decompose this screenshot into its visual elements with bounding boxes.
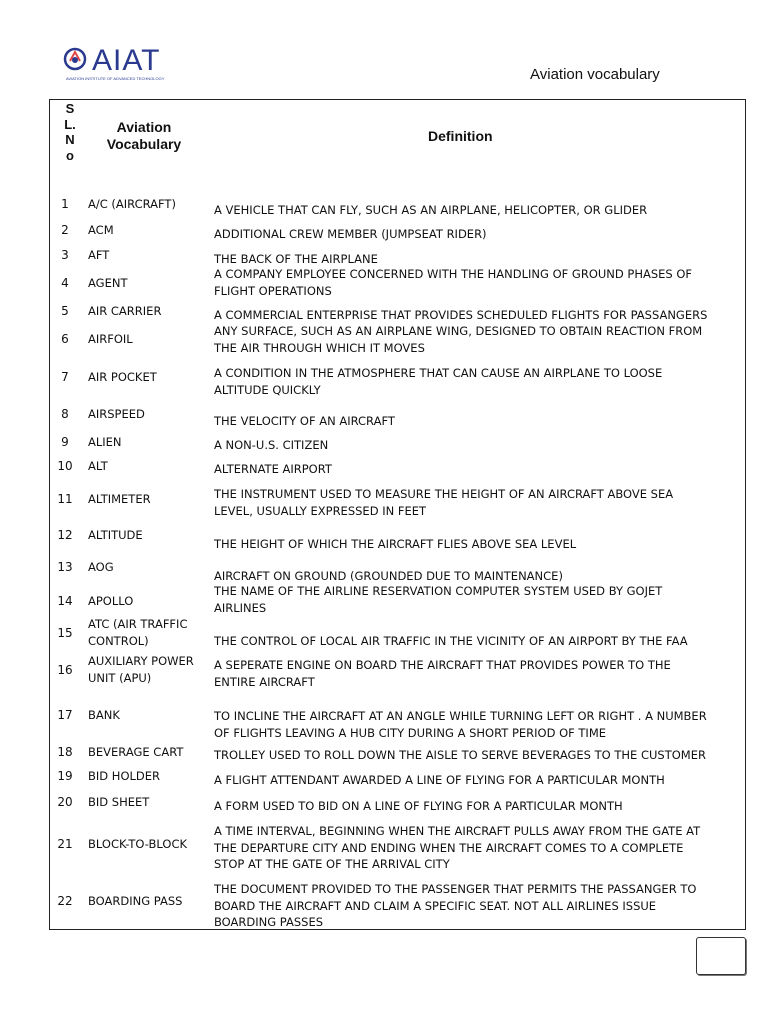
row-definition: A SEPERATE ENGINE ON BOARD THE AIRCRAFT THAT PROVIDES POWER TO THE ENTIRE AIRCRAFT [214, 658, 671, 689]
row-definition: A COMMERCIAL ENTERPRISE THAT PROVIDES SCHEDULED FLIGHTS FOR PASSANGERS [214, 308, 708, 322]
row-definition: ADDITIONAL CREW MEMBER (JUMPSEAT RIDER) [214, 227, 487, 241]
row-definition: A FORM USED TO BID ON A LINE OF FLYING FOR A PARTICULAR MONTH [214, 799, 623, 813]
header-sl-no-line: o [66, 147, 74, 163]
row-definition: ALTERNATE AIRPORT [214, 462, 332, 476]
row-definition: A COMPANY EMPLOYEE CONCERNED WITH THE HANDLING OF GROUND PHASES OF FLIGHT OPERATIONS [214, 267, 693, 298]
aiat-logo [62, 46, 178, 86]
row-number: 1 [61, 197, 69, 211]
row-definition: AIRCRAFT ON GROUND (GROUNDED DUE TO MAINTENANCE) [214, 569, 563, 583]
row-number: 4 [61, 276, 69, 290]
logo-emblem-icon [62, 46, 92, 76]
row-definition: A CONDITION IN THE ATMOSPHERE THAT CAN CAUSE AN AIRPLANE TO LOOSE ALTITUDE QUICKLY [214, 366, 663, 397]
row-number: 11 [57, 492, 73, 506]
row-definition: A NON-U.S. CITIZEN [214, 438, 329, 452]
header-sl-no-line: L. [64, 116, 76, 132]
header-vocabulary-line: Vocabulary [106, 136, 182, 152]
row-definition: TROLLEY USED TO ROLL DOWN THE AISLE TO SERVE BEVERAGES TO THE CUSTOMER [214, 748, 706, 762]
row-number: 18 [57, 745, 73, 759]
page-corner-box [696, 937, 746, 975]
row-number: 7 [61, 370, 69, 384]
row-number: 17 [57, 708, 73, 722]
header-vocabulary-line: Aviation [116, 119, 172, 135]
header-vocabulary [92, 119, 196, 153]
row-term: AUXILIARY POWER UNIT (APU) [88, 654, 194, 685]
logo-subtitle: AVIATION INSTITUTE OF ADVANCED TECHNOLOGY [66, 76, 165, 81]
row-number: 6 [61, 332, 69, 346]
row-number: 5 [61, 304, 69, 318]
row-definition: A TIME INTERVAL, BEGINNING WHEN THE AIRCRAFT PULLS AWAY FROM THE GATE AT THE DEPARTURE CITY AND ENDING WHEN THE AIRCRAFT COMES TO A COMPLETE STOP AT THE GATE OF THE ARRIVAL CITY [214, 824, 701, 871]
row-number: 20 [57, 795, 73, 809]
row-number: 14 [57, 594, 73, 608]
row-definition: THE BACK OF THE AIRPLANE [214, 252, 378, 266]
row-number: 8 [61, 407, 69, 421]
row-term: AIR POCKET [88, 370, 157, 384]
row-term: AIRFOIL [88, 332, 133, 346]
row-number: 21 [57, 837, 73, 851]
row-number: 9 [61, 435, 69, 449]
row-number: 2 [61, 223, 69, 237]
row-definition: TO INCLINE THE AIRCRAFT AT AN ANGLE WHILE TURNING LEFT OR RIGHT . A NUMBER OF FLIGHTS LEAVING A HUB CITY DURING A SHORT PERIOD OF TIME [214, 709, 707, 740]
row-term: BEVERAGE CART [88, 745, 184, 759]
logo-text: AIAT [92, 44, 161, 77]
row-definition: THE CONTROL OF LOCAL AIR TRAFFIC IN THE VICINITY OF AN AIRPORT BY THE FAA [214, 634, 688, 648]
row-number: 19 [57, 769, 73, 783]
row-term: APOLLO [88, 594, 134, 608]
row-term: AGENT [88, 276, 128, 290]
header-sl-no [64, 101, 76, 163]
row-definition: THE NAME OF THE AIRLINE RESERVATION COMPUTER SYSTEM USED BY GOJET AIRLINES [214, 584, 663, 615]
row-term: AIR CARRIER [88, 304, 162, 318]
document-title: Aviation vocabulary [530, 66, 660, 83]
row-number: 22 [57, 894, 73, 908]
row-definition: ANY SURFACE, SUCH AS AN AIRPLANE WING, DESIGNED TO OBTAIN REACTION FROM THE AIR THROUGH WHICH IT MOVES [214, 324, 703, 355]
row-term: AFT [88, 248, 110, 262]
row-number: 12 [57, 528, 73, 542]
row-term: ALTITUDE [88, 528, 143, 542]
row-definition: A VEHICLE THAT CAN FLY, SUCH AS AN AIRPLANE, HELICOPTER, OR GLIDER [214, 203, 648, 217]
row-definition: THE HEIGHT OF WHICH THE AIRCRAFT FLIES ABOVE SEA LEVEL [214, 537, 577, 551]
row-term: ALT [88, 459, 108, 473]
header-sl-no-line: S [65, 101, 75, 116]
row-term: ALIEN [88, 435, 122, 449]
row-number: 10 [57, 459, 73, 473]
header-sl-no-line: N [65, 132, 75, 147]
row-term: AOG [88, 560, 114, 574]
row-term: BID SHEET [88, 795, 150, 809]
row-term: ALTIMETER [88, 492, 151, 506]
row-definition: A FLIGHT ATTENDANT AWARDED A LINE OF FLYING FOR A PARTICULAR MONTH [214, 773, 665, 787]
row-definition: THE INSTRUMENT USED TO MEASURE THE HEIGHT OF AN AIRCRAFT ABOVE SEA LEVEL, USUALLY EXPRESSED IN FEET [214, 487, 674, 518]
row-term: BOARDING PASS [88, 894, 183, 908]
row-term: BANK [88, 708, 120, 722]
row-definition: THE VELOCITY OF AN AIRCRAFT [214, 414, 395, 428]
row-term: BLOCK-TO-BLOCK [88, 837, 188, 851]
row-number: 13 [57, 560, 73, 574]
row-term: ACM [88, 223, 114, 237]
header-definition: Definition [428, 128, 493, 144]
row-number: 16 [57, 663, 73, 677]
row-term: AIRSPEED [88, 407, 145, 421]
row-term: ATC (AIR TRAFFIC CONTROL) [88, 617, 188, 648]
row-number: 3 [61, 248, 69, 262]
row-definition: THE DOCUMENT PROVIDED TO THE PASSENGER THAT PERMITS THE PASSANGER TO BOARD THE AIRCRAFT AND CLAIM A SPECIFIC SEAT. NOT ALL AIRLINES ISSUE BOARDING PASSES [214, 882, 697, 929]
row-term: BID HOLDER [88, 769, 161, 783]
row-term: A/C (AIRCRAFT) [88, 197, 176, 211]
row-number: 15 [57, 626, 73, 640]
